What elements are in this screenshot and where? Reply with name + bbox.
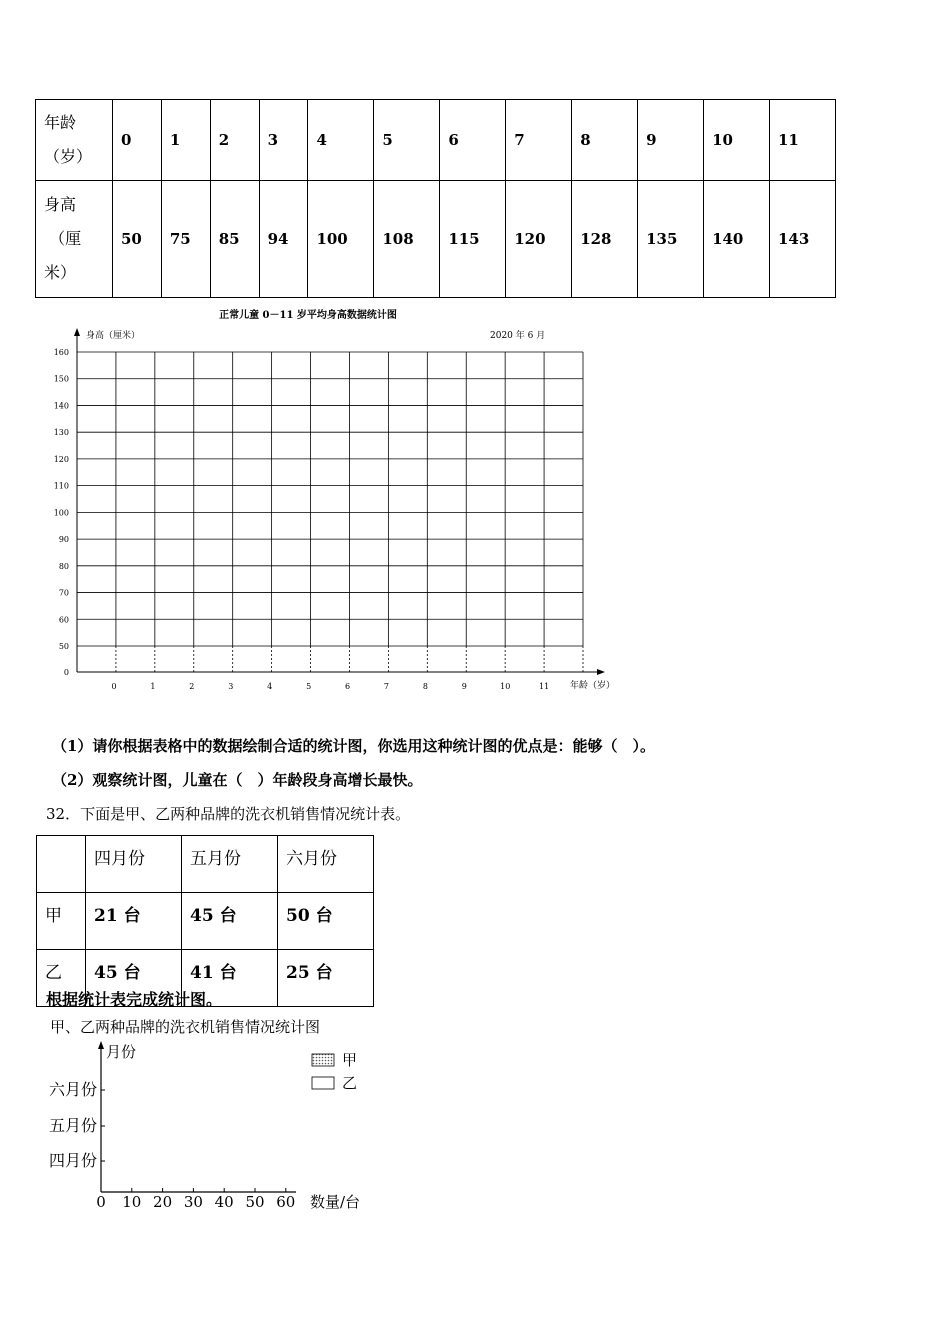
month-label: 四月份 (48, 1151, 97, 1170)
height-unit-part1: （厘 (49, 229, 82, 248)
month-label: 六月份 (48, 1080, 97, 1099)
height-unit-part2: 米） (44, 263, 77, 282)
x-tick-label: 4 (267, 682, 273, 691)
x-tick-label: 0 (111, 682, 117, 691)
age-cell: 10 (704, 100, 770, 181)
sales-y-arrow-icon (98, 1041, 104, 1049)
age-cell: 8 (572, 100, 638, 181)
age-cell: 2 (210, 100, 259, 181)
legend-jia-label: 甲 (342, 1051, 358, 1069)
age-cell: 0 (113, 100, 162, 181)
x-tick-label: 6 (344, 682, 351, 691)
y-tick-label: 160 (53, 348, 69, 357)
height-cell: 143 (770, 181, 836, 298)
x-axis-arrow-icon (597, 669, 605, 675)
sales-corner-cell (37, 836, 86, 893)
sales-chart-ylabel: 月份 (106, 1043, 137, 1061)
height-cell: 75 (161, 181, 210, 298)
height-cell: 94 (259, 181, 308, 298)
height-chart-title: 正常儿童 0－11 岁平均身高数据统计图 (219, 310, 397, 321)
x-tick-label: 0 (96, 1193, 106, 1211)
height-cell: 120 (506, 181, 572, 298)
y-tick-label: 110 (53, 481, 69, 491)
legend-yi-label: 乙 (342, 1074, 358, 1092)
height-cell: 85 (210, 181, 259, 298)
x-tick-label: 40 (214, 1193, 234, 1211)
age-cell: 6 (440, 100, 506, 181)
y-tick-label: 80 (58, 561, 69, 571)
height-cell: 115 (440, 181, 506, 298)
age-cell: 4 (308, 100, 374, 181)
x-tick-label: 5 (306, 682, 312, 691)
sales-chart (0, 1005, 400, 1225)
height-cell: 108 (374, 181, 440, 298)
y-tick-label: 0 (63, 668, 69, 677)
legend-yi-swatch (312, 1077, 334, 1089)
x-tick-label: 8 (422, 682, 428, 691)
sales-cell: 25 台 (278, 950, 374, 1007)
sales-table (36, 835, 374, 1007)
sales-header-row (37, 836, 374, 893)
y-tick-label: 130 (53, 428, 69, 438)
sales-cell: 45 台 (182, 893, 278, 950)
legend-jia-swatch (312, 1054, 334, 1066)
sales-cell: 50 台 (278, 893, 374, 950)
sales-chart-xlabel: 数量/台 (310, 1193, 361, 1211)
sales-cell: 21 台 (86, 893, 182, 950)
x-tick-label: 10 (500, 682, 511, 691)
age-cell: 5 (374, 100, 440, 181)
height-chart-grid (77, 352, 583, 672)
height-label: 身高 (44, 195, 77, 214)
y-tick-label: 120 (53, 454, 69, 464)
height-cell: 100 (308, 181, 374, 298)
brand-cell: 甲 (37, 893, 86, 950)
y-tick-label: 150 (53, 374, 69, 384)
y-tick-label: 100 (53, 508, 69, 518)
y-tick-label: 90 (58, 535, 69, 545)
y-tick-label: 60 (58, 615, 69, 625)
y-tick-label: 140 (53, 401, 69, 411)
sales-chart-title: 甲、乙两种品牌的洗衣机销售情况统计图 (50, 1018, 321, 1036)
y-axis-arrow-icon (74, 328, 80, 336)
sales-chart-month-labels (49, 1080, 97, 1170)
question-1: （1）请你根据表格中的数据绘制合适的统计图，你选用这种统计图的优点是：能够（ ）。 (52, 737, 655, 755)
y-tick-label: 70 (58, 588, 69, 598)
age-cell: 7 (506, 100, 572, 181)
sales-chart-x-ticks (96, 1193, 295, 1211)
age-unit: （岁） (44, 147, 93, 166)
sales-cell: 41 台 (182, 950, 278, 1007)
age-cell: 9 (638, 100, 704, 181)
age-cell: 3 (259, 100, 308, 181)
month-label: 五月份 (48, 1116, 97, 1135)
sales-header-cell: 五月份 (182, 836, 278, 893)
y-tick-label: 50 (58, 642, 69, 651)
x-tick-label: 2 (189, 682, 195, 691)
age-cell: 1 (161, 100, 210, 181)
x-tick-label: 3 (228, 682, 234, 691)
x-tick-label: 20 (153, 1193, 173, 1211)
x-tick-label: 10 (122, 1193, 142, 1211)
instruction-text: 根据统计表完成统计图。 (46, 990, 223, 1009)
x-tick-label: 9 (461, 682, 467, 691)
height-cell: 140 (704, 181, 770, 298)
height-cell: 128 (572, 181, 638, 298)
age-cell: 11 (770, 100, 836, 181)
height-chart-date: 2020 年 6 月 (490, 331, 546, 341)
height-chart-ylabel: 身高（厘米） (86, 331, 141, 341)
sales-header-cell: 四月份 (86, 836, 182, 893)
sales-cell: 45 台 (86, 950, 182, 1007)
x-tick-label: 11 (539, 682, 550, 691)
x-tick-label: 7 (383, 682, 390, 691)
question-2: （2）观察统计图，儿童在（ ）年龄段身高增长最快。 (52, 771, 423, 789)
x-tick-label: 50 (245, 1193, 265, 1211)
height-chart-x-ticks (111, 682, 549, 691)
brand-cell: 乙 (37, 950, 86, 1007)
x-tick-label: 1 (150, 682, 156, 691)
problem-32: 32．下面是甲、乙两种品牌的洗衣机销售情况统计表。 (46, 805, 411, 823)
age-label: 年龄 (44, 113, 77, 132)
sales-row-jia (37, 893, 374, 950)
height-chart-y-ticks (54, 348, 69, 677)
x-tick-label: 60 (276, 1193, 296, 1211)
height-cell: 50 (113, 181, 162, 298)
height-cell: 135 (638, 181, 704, 298)
x-tick-label: 30 (183, 1193, 203, 1211)
sales-header-cell: 六月份 (278, 836, 374, 893)
height-chart-xlabel: 年龄（岁） (570, 681, 616, 691)
